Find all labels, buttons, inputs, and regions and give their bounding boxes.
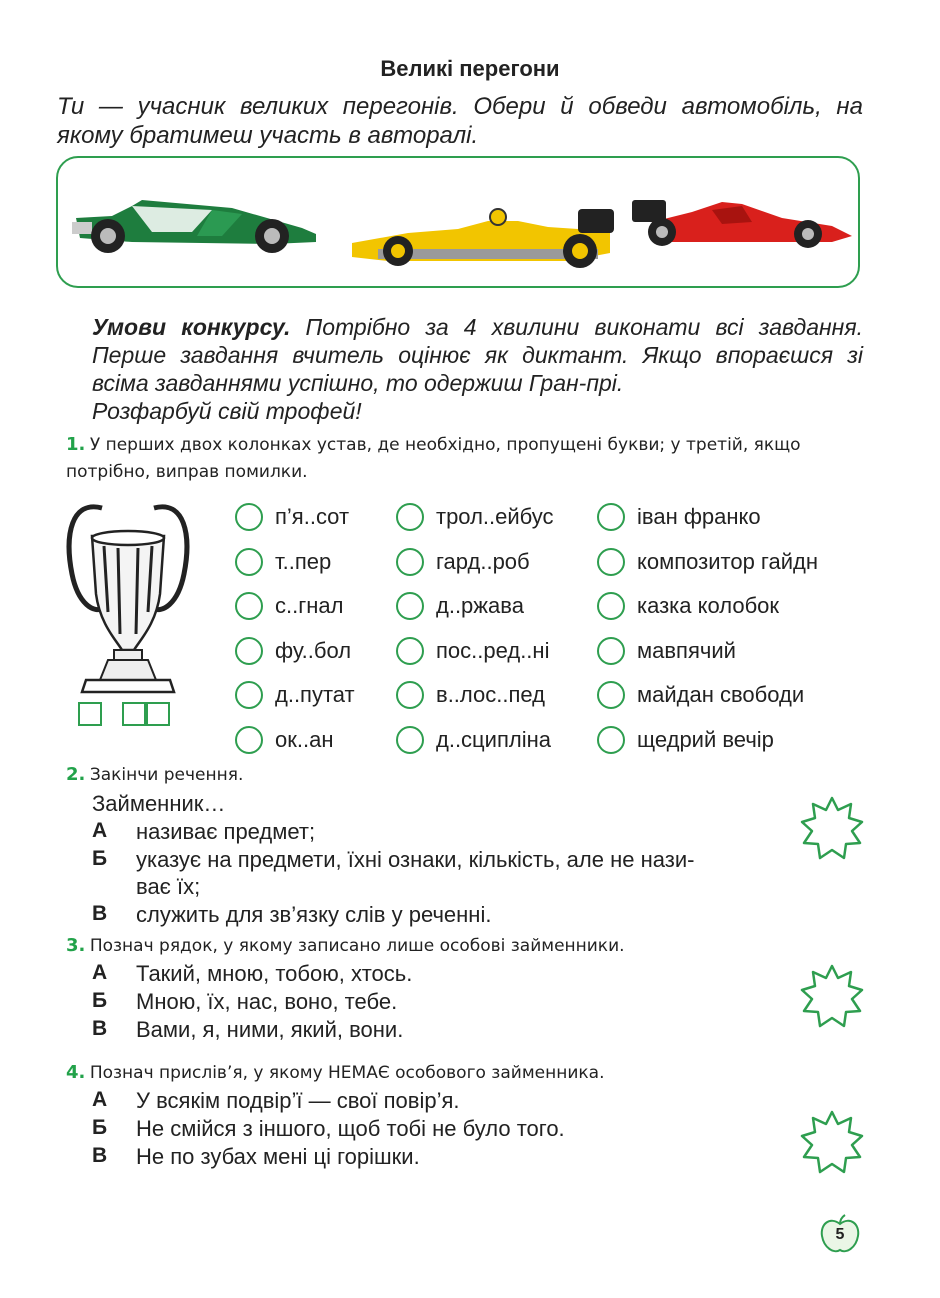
answer-circle[interactable] <box>396 726 424 754</box>
task-4-option-c[interactable]: Не по зубах мені ці горішки. <box>136 1144 420 1169</box>
word-text: щедрий вечір <box>637 727 774 752</box>
word-text: д..путат <box>275 682 355 707</box>
answer-circle[interactable] <box>597 503 625 531</box>
conditions-paragraph <box>57 313 863 397</box>
word-grid <box>235 499 855 769</box>
task-4-option-b[interactable]: Не смійся з іншого, щоб тобі не було того. <box>136 1116 565 1141</box>
contest-conditions <box>57 313 863 425</box>
word-item[interactable] <box>597 677 804 713</box>
task-4-option-a[interactable]: У всякім подвір’ї — свої повір’я. <box>136 1088 460 1113</box>
task-1-number: 1. <box>66 434 86 455</box>
task-2-stem: Займенник… <box>92 791 226 816</box>
word-item[interactable] <box>597 588 779 624</box>
word-item[interactable] <box>235 722 333 758</box>
car-selection-box <box>56 156 860 288</box>
word-text: композитор гайдн <box>637 549 818 574</box>
task-2-question: Закінчи речення. <box>89 765 244 785</box>
word-text: д..сципліна <box>436 727 551 752</box>
race-car-yellow-icon[interactable] <box>348 203 628 273</box>
answer-circle[interactable] <box>597 592 625 620</box>
answer-circle[interactable] <box>597 637 625 665</box>
word-item[interactable] <box>396 722 551 758</box>
word-text: п’я..сот <box>275 504 350 529</box>
word-item[interactable] <box>235 544 331 580</box>
word-item[interactable] <box>597 499 761 535</box>
conditions-lead: Умови конкурсу. <box>92 314 291 340</box>
task-4-question: Познач прислів’я, у якому НЕМАЄ особового займенника. <box>89 1063 605 1083</box>
word-text: фу..бол <box>275 638 352 663</box>
option-letter: В <box>92 902 108 925</box>
page-number: 5 <box>835 1226 845 1243</box>
task-2-option-a[interactable]: називає предмет; <box>136 819 316 844</box>
word-item[interactable] <box>396 544 530 580</box>
task-3-number: 3. <box>66 935 86 956</box>
option-letter: А <box>92 819 108 842</box>
race-car-green-icon[interactable] <box>72 188 322 258</box>
word-text: іван франко <box>637 504 761 529</box>
trophy-cup-icon[interactable] <box>64 494 192 696</box>
task-4-header <box>66 1062 604 1083</box>
score-box[interactable] <box>122 702 146 726</box>
option-letter: А <box>92 961 108 984</box>
conditions-text: Потрібно за 4 хвилини виконати всі завдання. Перше завдання вчитель оцінює як диктант. Якщо впораєшся зі всіма завданнями успішно, то одержиш Гран-прі. <box>92 314 864 396</box>
word-text: пос..ред..ні <box>436 638 550 663</box>
task-2-option-c[interactable]: служить для зв’язку слів у реченні. <box>136 902 492 927</box>
word-text: гард..роб <box>436 549 530 574</box>
word-text: казка колобок <box>637 593 780 618</box>
task-1-header <box>66 432 866 486</box>
option-letter: Б <box>92 847 108 870</box>
star-badge-icon[interactable] <box>800 796 864 860</box>
answer-circle[interactable] <box>235 548 263 576</box>
score-box[interactable] <box>146 702 170 726</box>
word-item[interactable] <box>597 544 818 580</box>
answer-circle[interactable] <box>235 503 263 531</box>
answer-circle[interactable] <box>235 681 263 709</box>
word-text: мавпячий <box>637 638 736 663</box>
option-letter: А <box>92 1088 108 1111</box>
intro-text: Ти — учасник великих перегонів. Обери й обведи автомобіль, на якому братимеш участь в авторалі. <box>57 93 863 149</box>
option-letter: В <box>92 1017 108 1040</box>
task-1-question: У перших двох колонках устав, де необхідно, пропущені букви; у третій, якщо потрібно, виправ помилки. <box>66 435 801 482</box>
page-number-badge <box>818 1214 862 1254</box>
word-item[interactable] <box>235 588 343 624</box>
answer-circle[interactable] <box>396 637 424 665</box>
word-text: д..ржава <box>436 593 524 618</box>
word-item[interactable] <box>597 722 774 758</box>
star-badge-icon[interactable] <box>800 964 864 1028</box>
task-2-option-b[interactable]: указує на предмети, їхні ознаки, кількість, але не нази- <box>136 847 695 872</box>
word-item[interactable] <box>396 677 545 713</box>
answer-circle[interactable] <box>235 637 263 665</box>
task-3-option-b[interactable]: Мною, їх, нас, воно, тебе. <box>136 989 398 1014</box>
race-car-red-icon[interactable] <box>632 192 856 256</box>
task-3-option-c[interactable]: Вами, я, ними, який, вони. <box>136 1017 404 1042</box>
word-text: с..гнал <box>275 593 344 618</box>
option-letter: Б <box>92 1116 108 1139</box>
word-item[interactable] <box>396 633 549 669</box>
task-2-option-b-cont[interactable]: ває їх; <box>136 874 201 899</box>
word-text: ок..ан <box>275 727 334 752</box>
word-item[interactable] <box>396 499 554 535</box>
answer-circle[interactable] <box>597 726 625 754</box>
answer-circle[interactable] <box>235 726 263 754</box>
word-item[interactable] <box>235 677 355 713</box>
option-letter: В <box>92 1144 108 1167</box>
task-4-number: 4. <box>66 1062 86 1083</box>
option-letter: Б <box>92 989 108 1012</box>
star-badge-icon[interactable] <box>800 1110 864 1174</box>
answer-circle[interactable] <box>597 548 625 576</box>
task-3-option-a[interactable]: Такий, мною, тобою, хтось. <box>136 961 413 986</box>
trophy-instruction: Розфарбуй свій трофей! <box>92 398 362 424</box>
answer-circle[interactable] <box>396 681 424 709</box>
answer-circle[interactable] <box>396 592 424 620</box>
word-text: трол..ейбус <box>436 504 554 529</box>
answer-circle[interactable] <box>396 548 424 576</box>
task-2-header <box>66 764 243 785</box>
answer-circle[interactable] <box>396 503 424 531</box>
word-item[interactable] <box>597 633 736 669</box>
task-2-number: 2. <box>66 764 86 785</box>
answer-circle[interactable] <box>597 681 625 709</box>
word-text: в..лос..пед <box>436 682 545 707</box>
task-3-question: Познач рядок, у якому записано лише особові займенники. <box>89 936 625 956</box>
answer-circle[interactable] <box>235 592 263 620</box>
word-item[interactable] <box>235 633 351 669</box>
word-item[interactable] <box>235 499 349 535</box>
word-item[interactable] <box>396 588 524 624</box>
page-title: Великі перегони <box>380 56 560 81</box>
word-text: майдан свободи <box>637 682 805 707</box>
word-text: т..пер <box>275 549 332 574</box>
score-box[interactable] <box>78 702 102 726</box>
task-3-header <box>66 935 625 956</box>
